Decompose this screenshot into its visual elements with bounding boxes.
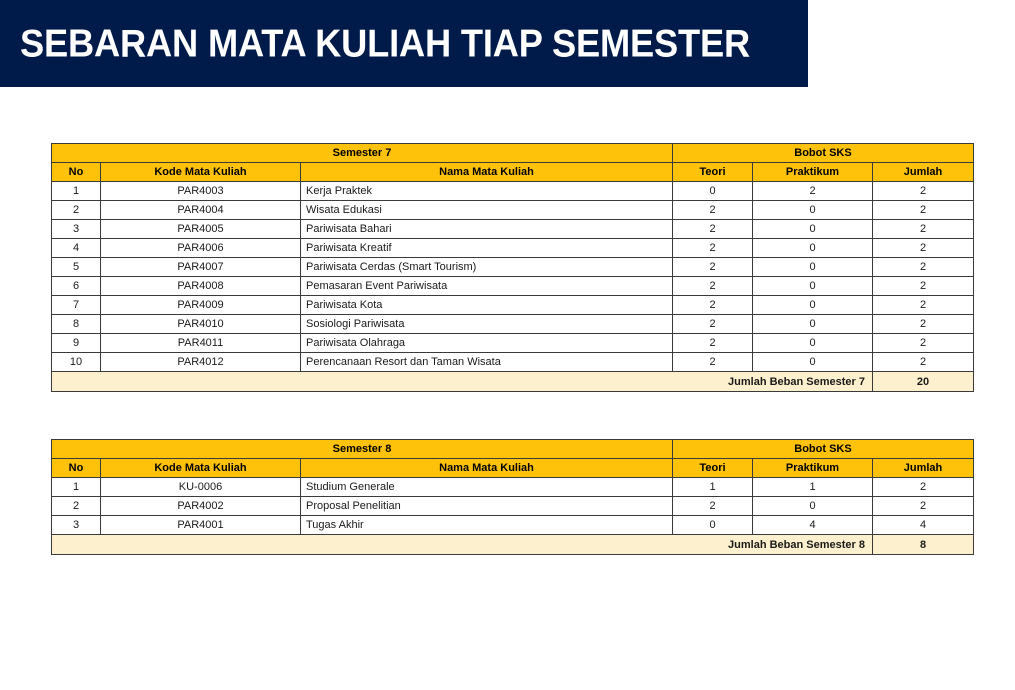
cell-praktikum: 1 xyxy=(753,478,873,497)
cell-no: 7 xyxy=(52,296,101,315)
column-header-no: No xyxy=(52,459,101,478)
table-row xyxy=(52,258,974,277)
cell-teori: 2 xyxy=(673,201,753,220)
cell-no: 6 xyxy=(52,277,101,296)
column-header-no: No xyxy=(52,163,101,182)
page-title: SEBARAN MATA KULIAH TIAP SEMESTER xyxy=(20,22,751,65)
total-label: Jumlah Beban Semester 8 xyxy=(52,535,873,555)
cell-jumlah: 2 xyxy=(873,220,974,239)
cell-no: 10 xyxy=(52,353,101,372)
semester-8-table-foot xyxy=(52,535,974,555)
cell-course-code: PAR4008 xyxy=(101,277,301,296)
cell-course-name: Studium Generale xyxy=(301,478,673,497)
table-row xyxy=(52,182,974,201)
total-value: 8 xyxy=(873,535,974,555)
cell-praktikum: 0 xyxy=(753,353,873,372)
cell-teori: 2 xyxy=(673,220,753,239)
cell-course-code: PAR4004 xyxy=(101,201,301,220)
cell-jumlah: 2 xyxy=(873,353,974,372)
cell-course-code: PAR4003 xyxy=(101,182,301,201)
cell-praktikum: 0 xyxy=(753,296,873,315)
cell-no: 3 xyxy=(52,220,101,239)
cell-no: 9 xyxy=(52,334,101,353)
cell-teori: 1 xyxy=(673,478,753,497)
cell-praktikum: 0 xyxy=(753,239,873,258)
cell-no: 1 xyxy=(52,478,101,497)
column-header-nama: Nama Mata Kuliah xyxy=(301,163,673,182)
cell-teori: 2 xyxy=(673,334,753,353)
cell-teori: 2 xyxy=(673,296,753,315)
cell-praktikum: 0 xyxy=(753,497,873,516)
cell-jumlah: 2 xyxy=(873,497,974,516)
column-header-row xyxy=(52,459,974,478)
cell-course-code: PAR4010 xyxy=(101,315,301,334)
cell-jumlah: 2 xyxy=(873,182,974,201)
sks-group-label: Bobot SKS xyxy=(673,440,974,459)
semester-7-table-head xyxy=(52,144,974,182)
table-row xyxy=(52,516,974,535)
cell-course-code: PAR4006 xyxy=(101,239,301,258)
cell-course-code: PAR4001 xyxy=(101,516,301,535)
column-header-praktikum: Praktikum xyxy=(753,459,873,478)
cell-praktikum: 0 xyxy=(753,258,873,277)
cell-praktikum: 0 xyxy=(753,277,873,296)
sks-group-label: Bobot SKS xyxy=(673,144,974,163)
cell-course-name: Tugas Akhir xyxy=(301,516,673,535)
cell-teori: 0 xyxy=(673,182,753,201)
cell-course-name: Sosiologi Pariwisata xyxy=(301,315,673,334)
cell-praktikum: 4 xyxy=(753,516,873,535)
cell-jumlah: 2 xyxy=(873,315,974,334)
cell-course-code: PAR4011 xyxy=(101,334,301,353)
cell-no: 8 xyxy=(52,315,101,334)
cell-course-name: Kerja Praktek xyxy=(301,182,673,201)
semester-7-table-body xyxy=(52,182,974,372)
cell-praktikum: 0 xyxy=(753,334,873,353)
cell-praktikum: 0 xyxy=(753,315,873,334)
cell-no: 2 xyxy=(52,201,101,220)
group-header-row xyxy=(52,144,974,163)
cell-praktikum: 0 xyxy=(753,220,873,239)
cell-course-code: PAR4009 xyxy=(101,296,301,315)
cell-course-name: Pariwisata Kreatif xyxy=(301,239,673,258)
cell-teori: 2 xyxy=(673,353,753,372)
table-row xyxy=(52,220,974,239)
table-row xyxy=(52,239,974,258)
cell-course-code: PAR4012 xyxy=(101,353,301,372)
column-header-kode: Kode Mata Kuliah xyxy=(101,163,301,182)
cell-jumlah: 4 xyxy=(873,516,974,535)
column-header-nama: Nama Mata Kuliah xyxy=(301,459,673,478)
cell-course-name: Pariwisata Bahari xyxy=(301,220,673,239)
table-row xyxy=(52,353,974,372)
cell-course-name: Pariwisata Kota xyxy=(301,296,673,315)
table-row xyxy=(52,201,974,220)
group-header-row xyxy=(52,440,974,459)
cell-no: 4 xyxy=(52,239,101,258)
cell-praktikum: 2 xyxy=(753,182,873,201)
semester-8-table-body xyxy=(52,478,974,535)
cell-no: 3 xyxy=(52,516,101,535)
semester-8-table-head xyxy=(52,440,974,478)
column-header-praktikum: Praktikum xyxy=(753,163,873,182)
cell-no: 5 xyxy=(52,258,101,277)
cell-no: 2 xyxy=(52,497,101,516)
table-row xyxy=(52,315,974,334)
cell-course-name: Proposal Penelitian xyxy=(301,497,673,516)
cell-course-code: PAR4002 xyxy=(101,497,301,516)
cell-course-name: Pariwisata Olahraga xyxy=(301,334,673,353)
total-row xyxy=(52,535,974,555)
cell-jumlah: 2 xyxy=(873,258,974,277)
table-row xyxy=(52,334,974,353)
cell-course-name: Wisata Edukasi xyxy=(301,201,673,220)
cell-course-code: PAR4007 xyxy=(101,258,301,277)
semester-group-label: Semester 7 xyxy=(52,144,673,163)
total-label: Jumlah Beban Semester 7 xyxy=(52,372,873,392)
cell-teori: 2 xyxy=(673,315,753,334)
cell-teori: 2 xyxy=(673,258,753,277)
cell-course-name: Pemasaran Event Pariwisata xyxy=(301,277,673,296)
column-header-jumlah: Jumlah xyxy=(873,163,974,182)
total-row xyxy=(52,372,974,392)
table-row xyxy=(52,478,974,497)
table-row xyxy=(52,497,974,516)
column-header-kode: Kode Mata Kuliah xyxy=(101,459,301,478)
cell-jumlah: 2 xyxy=(873,478,974,497)
cell-teori: 0 xyxy=(673,516,753,535)
total-value: 20 xyxy=(873,372,974,392)
cell-course-code: KU-0006 xyxy=(101,478,301,497)
cell-course-name: Pariwisata Cerdas (Smart Tourism) xyxy=(301,258,673,277)
table-row xyxy=(52,277,974,296)
semester-8-table xyxy=(51,439,974,555)
cell-jumlah: 2 xyxy=(873,239,974,258)
semester-7-table xyxy=(51,143,974,392)
cell-teori: 2 xyxy=(673,277,753,296)
cell-teori: 2 xyxy=(673,239,753,258)
cell-praktikum: 0 xyxy=(753,201,873,220)
table-row xyxy=(52,296,974,315)
cell-course-code: PAR4005 xyxy=(101,220,301,239)
cell-no: 1 xyxy=(52,182,101,201)
cell-jumlah: 2 xyxy=(873,277,974,296)
column-header-row xyxy=(52,163,974,182)
semester-7-table-foot xyxy=(52,372,974,392)
cell-teori: 2 xyxy=(673,497,753,516)
cell-jumlah: 2 xyxy=(873,296,974,315)
cell-course-name: Perencanaan Resort dan Taman Wisata xyxy=(301,353,673,372)
semester-group-label: Semester 8 xyxy=(52,440,673,459)
column-header-teori: Teori xyxy=(673,163,753,182)
cell-jumlah: 2 xyxy=(873,201,974,220)
cell-jumlah: 2 xyxy=(873,334,974,353)
title-banner xyxy=(0,0,808,87)
column-header-jumlah: Jumlah xyxy=(873,459,974,478)
column-header-teori: Teori xyxy=(673,459,753,478)
